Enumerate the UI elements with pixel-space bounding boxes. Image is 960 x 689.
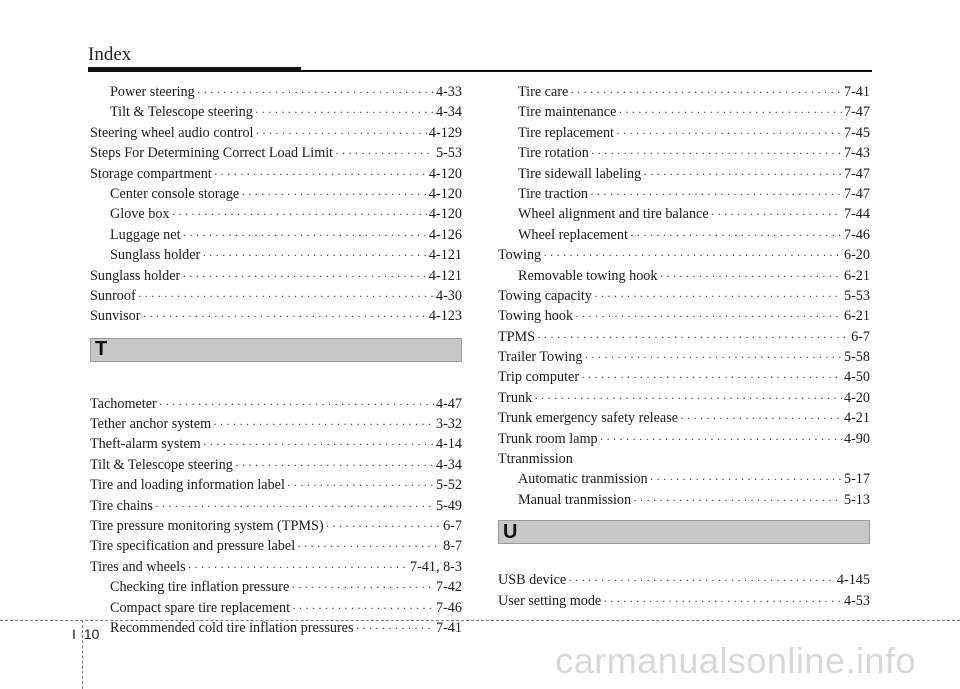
- index-entry: [498, 306, 870, 326]
- leader-dots: [182, 266, 427, 286]
- entry-term: Compact spare tire replacement: [110, 599, 291, 616]
- entry-term: USB device: [498, 572, 567, 589]
- index-entry: [498, 102, 870, 122]
- entry-page: 7-46: [843, 226, 870, 243]
- leader-dots: [543, 245, 842, 265]
- entry-term: Tire care: [518, 84, 569, 100]
- leader-dots: [630, 225, 842, 245]
- index-entry: [498, 245, 870, 265]
- watermark: carmanualsonline.info: [555, 640, 916, 681]
- entry-page: 5-49: [435, 497, 462, 514]
- entry-term: Sunglass holder: [90, 267, 181, 284]
- entry-term: Removable towing hook: [518, 267, 658, 284]
- entry-page: 7-44: [843, 206, 870, 223]
- index-entry: [90, 286, 462, 306]
- entry-term: User setting mode: [498, 592, 602, 609]
- index-entry: [90, 306, 462, 326]
- index-entry: [90, 577, 462, 597]
- entry-page: 4-33: [435, 84, 462, 100]
- index-entry: [498, 143, 870, 163]
- entry-page: 8-7: [443, 538, 462, 555]
- section-letter: U: [503, 520, 518, 543]
- entry-term: Recommended cold tire inflation pressures: [110, 619, 354, 636]
- section-letter: T: [95, 338, 108, 361]
- entry-term: Manual tranmission: [518, 491, 632, 508]
- entry-term: Tire rotation: [518, 145, 589, 162]
- index-entry: [498, 469, 870, 489]
- entry-page: 4-21: [843, 410, 870, 427]
- leader-dots: [292, 598, 434, 618]
- entry-page: 7-41: [435, 619, 462, 636]
- entry-list: [498, 82, 870, 510]
- entry-page: 6-21: [843, 267, 870, 284]
- leader-dots: [591, 143, 842, 163]
- entry-term: Towing capacity: [498, 287, 592, 304]
- index-entry: [498, 286, 870, 306]
- entry-term: Steps For Determining Correct Load Limit: [90, 145, 334, 162]
- entry-term: Trunk: [498, 389, 533, 406]
- entry-page: 7-47: [843, 104, 870, 121]
- leader-dots: [142, 306, 426, 326]
- entry-term: Trip computer: [498, 369, 580, 386]
- section-header-u: [498, 520, 870, 544]
- entry-term: Tilt & Telescope steering: [110, 104, 253, 121]
- index-entry: [498, 408, 870, 428]
- page-section: I: [72, 626, 76, 642]
- entry-page: 4-145: [836, 572, 870, 589]
- entry-page: 5-53: [843, 287, 870, 304]
- entry-term: Checking tire inflation pressure: [110, 579, 290, 596]
- entry-term: Storage compartment: [90, 165, 212, 182]
- leader-dots: [660, 266, 842, 286]
- index-entry: [498, 327, 870, 347]
- index-entry: [498, 225, 870, 245]
- entry-term: Sunroof: [90, 287, 136, 304]
- index-entry: [498, 429, 870, 449]
- index-entry: [90, 414, 462, 434]
- entry-page: 3-32: [435, 416, 462, 433]
- leader-dots: [197, 82, 434, 102]
- entry-term: Wheel alignment and tire balance: [518, 206, 709, 223]
- index-entry: [90, 245, 462, 265]
- index-entry: [498, 367, 870, 387]
- index-entry: [498, 490, 870, 510]
- entry-term: Luggage net: [110, 226, 181, 243]
- entry-term: Automatic tranmission: [518, 471, 648, 488]
- leader-dots: [618, 102, 842, 122]
- index-entry: [90, 394, 462, 414]
- leader-dots: [213, 414, 434, 434]
- entry-list: [90, 82, 462, 327]
- entry-page: 4-50: [843, 369, 870, 386]
- index-entry: [90, 123, 462, 143]
- leader-dots: [633, 490, 842, 510]
- entry-page: 4-120: [428, 185, 462, 202]
- index-entry: [90, 225, 462, 245]
- index-entry: [90, 102, 462, 122]
- index-entry: [498, 347, 870, 367]
- index-entry: [90, 434, 462, 454]
- entry-list: [90, 394, 462, 639]
- leader-dots: [711, 204, 842, 224]
- entry-page: 4-53: [843, 592, 870, 609]
- leader-dots: [203, 434, 434, 454]
- index-entry: [498, 164, 870, 184]
- index-entry: [498, 449, 870, 469]
- leader-dots: [534, 388, 842, 408]
- index-entry: [90, 598, 462, 618]
- leader-dots: [256, 123, 427, 143]
- entry-page: 6-7: [851, 328, 870, 345]
- entry-term: Trailer Towing: [498, 349, 583, 366]
- index-entry: [90, 82, 462, 102]
- entry-page: 6-20: [843, 247, 870, 264]
- index-entry: [90, 184, 462, 204]
- leader-dots: [537, 327, 849, 347]
- leader-dots: [600, 429, 842, 449]
- index-entry: [498, 184, 870, 204]
- page-title: Index: [88, 44, 132, 65]
- leader-dots: [188, 557, 408, 577]
- entry-term: Wheel replacement: [518, 226, 628, 243]
- leader-dots: [650, 469, 842, 489]
- entry-term: TPMS: [498, 328, 536, 345]
- leader-dots: [172, 204, 427, 224]
- entry-page: 7-41: [843, 84, 870, 100]
- entry-page: 6-21: [843, 308, 870, 325]
- entry-term: Tire specification and pressure label: [90, 538, 296, 555]
- entry-page: 4-47: [435, 395, 462, 412]
- leader-dots: [355, 618, 434, 638]
- entry-term: Tire chains: [90, 497, 153, 514]
- page-num: 10: [83, 626, 100, 642]
- index-column-left: [90, 82, 462, 638]
- entry-page: 4-121: [428, 267, 462, 284]
- index-entry: [90, 455, 462, 475]
- leader-dots: [594, 286, 842, 306]
- leader-dots: [581, 367, 842, 387]
- index-entry: [90, 164, 462, 184]
- leader-dots: [159, 394, 434, 414]
- entry-term: Sunglass holder: [110, 247, 201, 264]
- entry-term: Tire traction: [518, 185, 589, 202]
- footer-divider: [0, 620, 960, 621]
- index-entry: [498, 388, 870, 408]
- entry-page: 7-45: [843, 124, 870, 141]
- index-column-right: [498, 82, 870, 611]
- leader-dots: [603, 591, 842, 611]
- entry-term: Tires and wheels: [90, 558, 186, 575]
- entry-page: 5-17: [843, 471, 870, 488]
- entry-term: Tachometer: [90, 395, 157, 412]
- entry-page: 4-20: [843, 389, 870, 406]
- entry-page: 4-129: [428, 124, 462, 141]
- index-entry: [90, 475, 462, 495]
- index-entry: [498, 204, 870, 224]
- leader-dots: [214, 164, 427, 184]
- leader-dots: [183, 225, 427, 245]
- page-number: [72, 626, 99, 642]
- entry-page: 4-126: [428, 226, 462, 243]
- index-entry: [90, 516, 462, 536]
- entry-page: 6-7: [443, 518, 462, 535]
- entry-term: Tire replacement: [518, 124, 614, 141]
- leader-dots: [616, 123, 842, 143]
- entry-page: 5-58: [843, 349, 870, 366]
- entry-term: Tire maintenance: [518, 104, 617, 121]
- entry-page: 5-13: [843, 491, 870, 508]
- leader-dots: [297, 536, 441, 556]
- entry-page: 4-120: [428, 165, 462, 182]
- entry-term: Steering wheel audio control: [90, 124, 254, 141]
- entry-page: 4-121: [428, 247, 462, 264]
- entry-page: 4-90: [843, 430, 870, 447]
- entry-term: Center console storage: [110, 185, 240, 202]
- entry-page: 7-47: [843, 185, 870, 202]
- leader-dots: [138, 286, 434, 306]
- header-rule: [88, 70, 872, 72]
- leader-dots: [590, 184, 842, 204]
- index-entry: [90, 204, 462, 224]
- entry-term: Sunvisor: [90, 308, 141, 325]
- leader-dots: [585, 347, 842, 367]
- entry-term: Tire pressure monitoring system (TPMS): [90, 518, 324, 535]
- entry-page: 4-34: [435, 104, 462, 121]
- leader-dots: [568, 570, 835, 590]
- index-entry: [90, 536, 462, 556]
- leader-dots: [202, 245, 427, 265]
- index-entry: [498, 570, 870, 590]
- entry-page: 4-120: [428, 206, 462, 223]
- index-entry: [498, 591, 870, 611]
- leader-dots: [255, 102, 434, 122]
- index-entry: [90, 266, 462, 286]
- entry-term: Glove box: [110, 206, 170, 223]
- index-entry: [498, 123, 870, 143]
- entry-page: 7-46: [435, 599, 462, 616]
- section-header-t: [90, 338, 462, 362]
- entry-page: 7-42: [435, 579, 462, 596]
- entry-term: Towing: [498, 247, 542, 264]
- entry-term: Power steering: [110, 84, 195, 100]
- entry-term: Tire and loading information label: [90, 477, 285, 494]
- entry-page: 7-41, 8-3: [409, 558, 462, 575]
- index-entry: [90, 143, 462, 163]
- entry-page: 5-52: [435, 477, 462, 494]
- entry-term: Theft-alarm system: [90, 436, 201, 453]
- leader-dots: [575, 306, 842, 326]
- leader-dots: [326, 516, 442, 536]
- entry-page: 4-34: [435, 456, 462, 473]
- entry-term: Trunk room lamp: [498, 430, 598, 447]
- entry-term: Trunk emergency safety release: [498, 410, 679, 427]
- leader-dots: [680, 408, 842, 428]
- entry-term: Ttranmission: [498, 451, 573, 468]
- leader-dots: [235, 455, 434, 475]
- entry-page: 4-123: [428, 308, 462, 325]
- entry-term: Tether anchor system: [90, 416, 212, 433]
- entry-page: 4-30: [435, 287, 462, 304]
- index-entry: [90, 618, 462, 638]
- leader-dots: [155, 496, 434, 516]
- entry-page: 5-53: [435, 145, 462, 162]
- entry-term: Towing hook: [498, 308, 574, 325]
- index-entry: [90, 557, 462, 577]
- index-entry: [498, 82, 870, 102]
- entry-page: 4-14: [435, 436, 462, 453]
- leader-dots: [291, 577, 434, 597]
- leader-dots: [241, 184, 427, 204]
- entry-term: Tilt & Telescope steering: [90, 456, 233, 473]
- leader-dots: [570, 82, 842, 102]
- entry-term: Tire sidewall labeling: [518, 165, 642, 182]
- leader-dots: [643, 164, 842, 184]
- entry-list: [498, 570, 870, 611]
- index-entry: [498, 266, 870, 286]
- leader-dots: [335, 143, 434, 163]
- entry-page: 7-43: [843, 145, 870, 162]
- entry-page: 7-47: [843, 165, 870, 182]
- leader-dots: [287, 475, 434, 495]
- index-entry: [90, 496, 462, 516]
